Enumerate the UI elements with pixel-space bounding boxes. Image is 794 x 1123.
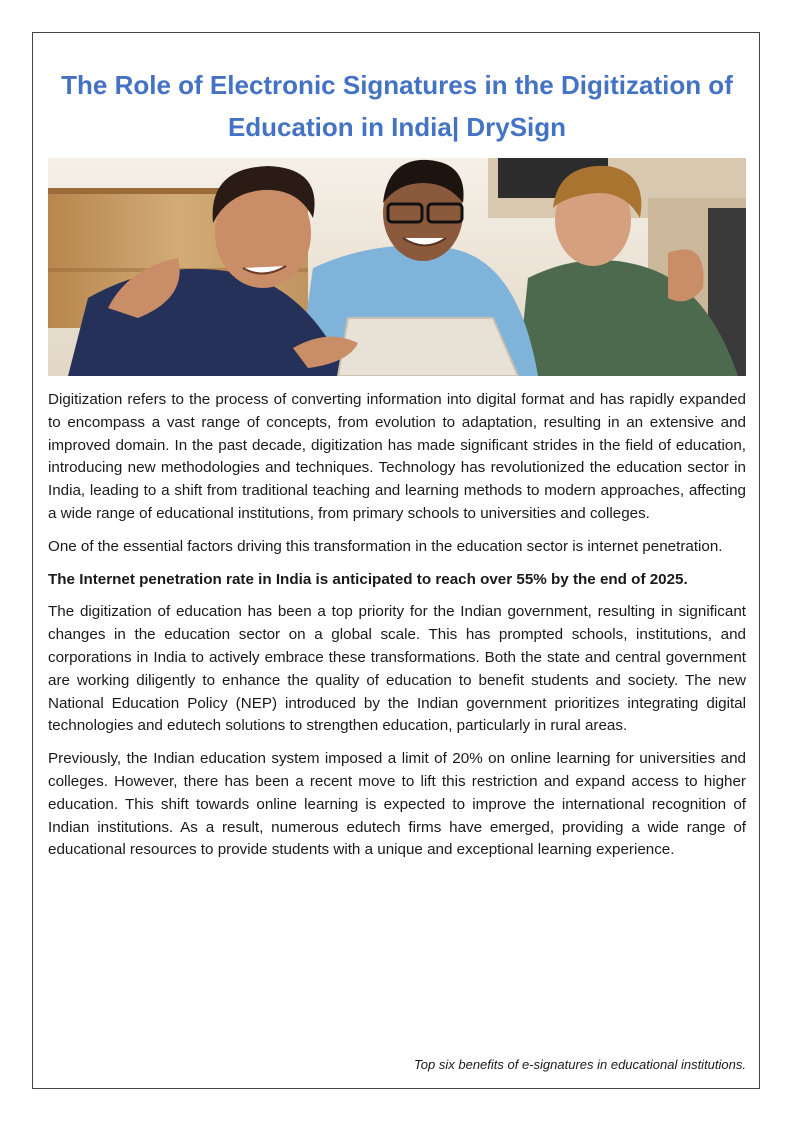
paragraph-penetration-rate: The Internet penetration rate in India is anticipated to reach over 55% by the end of 2025. <box>48 570 688 588</box>
paragraph-internet-factor: One of the essential factors driving this transformation in the education sector is internet penetration. <box>48 537 723 555</box>
hero-image <box>48 158 746 376</box>
paragraph-intro: Digitization refers to the process of converting information into digital format and has rapidly expanded to encompass a vast range of concepts, from evolution to adaptation, resulting in an extensive and improved domain. In the past decade, digitization has made significant strides in the field of education, introducing new methodologies and techniques. Technology has revolutionized the education sector in India, leading to a shift from traditional teaching and learning methods to modern approaches, affecting a wide range of educational institutions, from primary schools to universities and colleges. <box>48 391 746 522</box>
students-with-tablet-photo-icon <box>48 158 746 376</box>
document-title: The Role of Electronic Signatures in the Digitization of Education in India| DrySign <box>61 70 733 142</box>
figure-caption: Top six benefits of e-signatures in educational institutions. <box>414 1057 746 1072</box>
article-body <box>48 389 746 872</box>
paragraph-government-priority: The digitization of education has been a top priority for the Indian government, resulting in significant changes in the education sector on a global scale. This has prompted schools, institutions, and corporations in India to actively embrace these transformations. Both the state and central government are working diligently to enhance the quality of education to benefit students and society. The new National Education Policy (NEP) introduced by the Indian government prioritizes integrating digital technologies and edutech solutions to strengthen education, particularly in rural areas. <box>48 603 746 735</box>
paragraph-online-learning: Previously, the Indian education system imposed a limit of 20% on online learning for universities and colleges. However, there has been a recent move to lift this restriction and expand access to higher education. This shift towards online learning is expected to improve the international recognition of Indian institutions. As a result, numerous edutech firms have emerged, providing a wide range of educational resources to provide students with a unique and exceptional learning experience. <box>48 750 746 859</box>
